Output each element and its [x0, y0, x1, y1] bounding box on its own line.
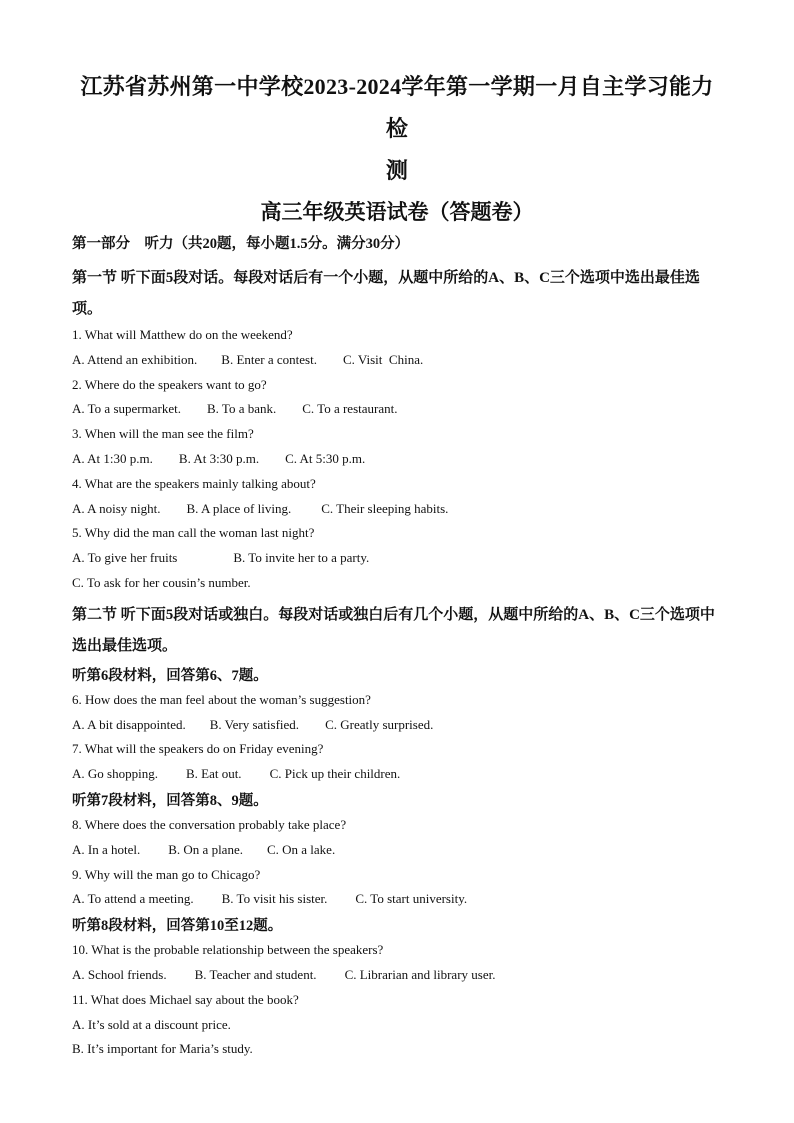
option-b: B. Very satisfied. [209, 716, 300, 732]
option-c: C. At 5:30 p.m. [285, 450, 366, 466]
option-a: A. It’s sold at a discount price. [72, 1016, 231, 1032]
option-c: C. To a restaurant. [302, 401, 398, 417]
option-a: A. To give her fruits [72, 550, 178, 566]
section2-heading: 第二节 听下面5段对话或独白。每段对话或独白后有几个小题，从题中所给的A、B、C三个选项中选出最佳选项。 [72, 606, 715, 654]
option-row [72, 352, 722, 367]
question-stem: 4. What are the speakers mainly talking about? [72, 475, 316, 491]
option-row [72, 967, 722, 982]
option-row [72, 550, 722, 565]
option-c: C. Librarian and library user. [344, 966, 496, 982]
option-row [72, 842, 722, 857]
question-stem: 2. Where do the speakers want to go? [72, 376, 267, 392]
option-row [72, 717, 722, 732]
question-stem: 6. How does the man feel about the woman’s suggestion? [72, 691, 371, 707]
question-stem: 5. Why did the man call the woman last night? [72, 525, 315, 541]
option-row [72, 451, 722, 466]
exam-title-line2: 测 [385, 158, 409, 183]
question-stem: 9. Why will the man go to Chicago? [72, 866, 261, 882]
option-c: C. Pick up their children. [269, 766, 401, 782]
option-b: B. To a bank. [206, 401, 277, 417]
exam-title-line1: 江苏省苏州第一中学校2023-2024学年第一学期一月自主学习能力检 [80, 74, 714, 141]
part1-heading: 第一部分 听力（共20题，每小题1.5分。满分30分） [72, 236, 410, 252]
material-heading: 听第7段材料，回答第8、9题。 [72, 792, 268, 809]
option-c: C. Their sleeping habits. [321, 500, 449, 516]
question-stem: 10. What is the probable relationship between the speakers? [72, 942, 384, 958]
question-stem: 11. What does Michael say about the book? [72, 991, 299, 1007]
option-a: A. At 1:30 p.m. [72, 450, 153, 466]
option-a: A. Attend an exhibition. [72, 351, 198, 367]
exam-subtitle: 高三年级英语试卷（答题卷） [260, 200, 534, 224]
option-a: A. In a hotel. [72, 841, 141, 857]
option-a: A. School friends. [72, 966, 167, 982]
option-a: A. A noisy night. [72, 500, 161, 516]
material-heading: 听第6段材料，回答第6、7题。 [72, 667, 268, 684]
option-b: B. Teacher and student. [194, 966, 317, 982]
material-heading: 听第8段材料，回答第10至12题。 [72, 918, 283, 935]
option-row [72, 766, 722, 781]
question-stem: 1. What will Matthew do on the weekend? [72, 327, 293, 342]
option-row [72, 891, 722, 906]
option-b: B. To invite her to a party. [233, 550, 370, 566]
option-c: C. To start university. [355, 891, 468, 907]
option-b: B. At 3:30 p.m. [178, 450, 260, 466]
option-row [72, 401, 722, 416]
question-stem: 7. What will the speakers do on Friday evening? [72, 741, 324, 757]
option-b: B. It’s important for Maria’s study. [72, 1041, 253, 1057]
option-b: B. On a plane. [168, 841, 243, 857]
option-a: A. To attend a meeting. [72, 891, 194, 907]
option-a: A. To a supermarket. [72, 401, 181, 417]
option-b: B. To visit his sister. [221, 891, 328, 907]
option-c: C. Greatly surprised. [325, 716, 434, 732]
question-stem: 8. Where does the conversation probably take place? [72, 816, 347, 832]
option-a: A. A bit disappointed. [72, 716, 186, 732]
option-c: C. On a lake. [266, 841, 336, 857]
section1-heading: 第一节 听下面5段对话。每段对话后有一个小题，从题中所给的A、B、C三个选项中选出最佳选项。 [72, 270, 700, 317]
option-b: B. Enter a contest. [221, 351, 317, 367]
option-c: C. Visit China. [342, 351, 424, 367]
question-stem: 3. When will the man see the film? [72, 426, 254, 442]
option-a: A. Go shopping. [72, 766, 158, 782]
option-b: B. Eat out. [185, 766, 242, 782]
option-c: C. To ask for her cousin’s number. [72, 574, 251, 590]
option-row [72, 501, 722, 516]
option-b: B. A place of living. [186, 500, 292, 516]
